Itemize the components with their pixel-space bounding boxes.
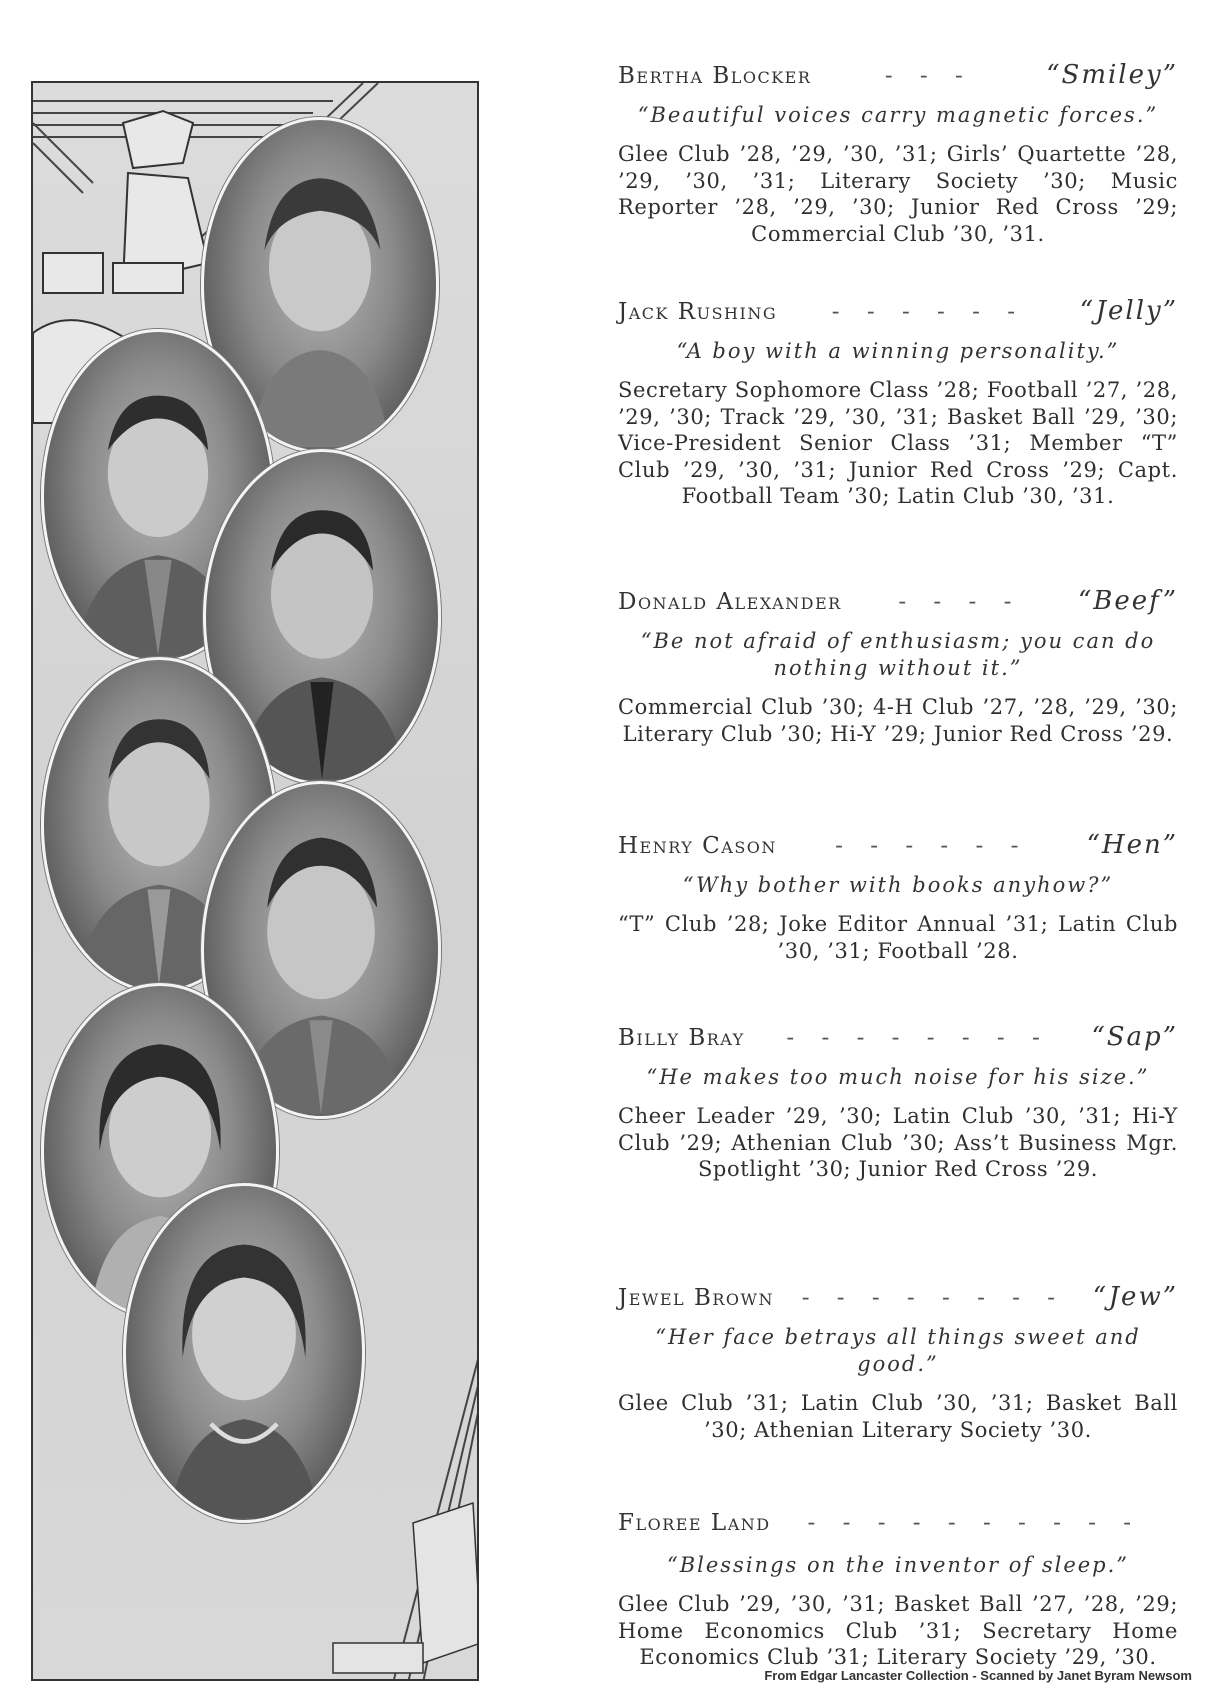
name-line [618, 1510, 1178, 1544]
activities: Cheer Leader ’29, ’30; Latin Club ’30, ’31; Hi-Y Club ’29; Athenian Club ’30; Ass’t Business Mgr. Spotlight ’30; Junior Red Cross ’29. [618, 1104, 1178, 1181]
name-line [618, 1282, 1178, 1316]
photo-panel [31, 81, 479, 1681]
nickname: “Smiley” [1046, 60, 1178, 90]
dash-leader: - - - - - - [831, 299, 1025, 325]
nickname: “Beef” [1077, 586, 1178, 616]
activities: Secretary Sophomore Class ’28; Football ’27, ’28, ’29, ’30; Track ’29, ’30, ’31; Basket Ball ’29, ’30; Vice-President Senior Class ’31; Member “T” Club ’29, ’30, ’31; Junior Red Cross ’29; Capt. Football Team ’30; Latin Club ’30, ’31. [618, 378, 1178, 508]
nickname: “Jew” [1092, 1282, 1178, 1312]
name-line [618, 830, 1178, 864]
nickname: “Hen” [1086, 830, 1178, 860]
activities: Commercial Club ’30; 4-H Club ’27, ’28, ’29, ’30; Literary Club ’30; Hi-Y ’29; Junior Red Cross ’29. [618, 695, 1178, 746]
portrait-floree-land [123, 1183, 365, 1523]
entry-jack-rushing [618, 296, 1178, 510]
nickname: “Jelly” [1079, 296, 1178, 326]
dash-leader: - - - - - - - - [801, 1285, 1066, 1311]
motto: “Be not afraid of enthusiasm; you can do nothing without it.” [640, 629, 1156, 680]
student-name: Billy Bray [618, 1025, 745, 1051]
motto: “A boy with a winning personality.” [676, 339, 1120, 363]
motto: “Blessings on the inventor of sleep.” [666, 1553, 1130, 1577]
activities: Glee Club ’29, ’30, ’31; Basket Ball ’27, ’28, ’29; Home Economics Club ’31; Secretary Home Economics Club ’31; Literary Society ’29, ’30. [618, 1592, 1178, 1669]
name-line [618, 60, 1178, 94]
nickname: “Sap” [1091, 1022, 1178, 1052]
dash-leader: - - - - [898, 589, 1022, 615]
entry-jewel-brown [618, 1282, 1178, 1443]
student-name: Henry Cason [618, 833, 777, 859]
entry-donald-alexander [618, 586, 1178, 747]
dash-leader: - - - - - - [835, 833, 1029, 859]
scan-credit: From Edgar Lancaster Collection - Scanned by Janet Byram Newsom [764, 1668, 1192, 1683]
name-line [618, 296, 1178, 330]
name-line [618, 1022, 1178, 1056]
female-portrait-icon [126, 1186, 362, 1520]
entry-bertha-blocker [618, 60, 1178, 247]
activities: Glee Club ’31; Latin Club ’30, ’31; Basket Ball ’30; Athenian Literary Society ’30. [618, 1391, 1178, 1442]
activities: “T” Club ’28; Joke Editor Annual ’31; Latin Club ’30, ’31; Football ’28. [618, 912, 1178, 963]
activities: Glee Club ’28, ’29, ’30, ’31; Girls’ Quartette ’28, ’29, ’30, ’31; Literary Society ’30; Music Reporter ’28, ’29, ’30; Junior Red Cross ’29; Commercial Club ’30, ’31. [618, 142, 1178, 246]
motto: “Why bother with books anyhow?” [682, 873, 1114, 897]
name-line [618, 586, 1178, 620]
dash-leader: - - - [884, 63, 973, 89]
student-name: Jewel Brown [618, 1285, 774, 1311]
student-name: Bertha Blocker [618, 63, 812, 89]
motto: “He makes too much noise for his size.” [646, 1065, 1150, 1089]
student-name: Jack Rushing [618, 299, 778, 325]
student-name: Floree Land [618, 1510, 771, 1536]
entry-billy-bray [618, 1022, 1178, 1183]
student-name: Donald Alexander [618, 589, 842, 615]
entry-henry-cason [618, 830, 1178, 964]
entry-floree-land [618, 1510, 1178, 1671]
motto: “Her face betrays all things sweet and good.” [655, 1325, 1141, 1376]
motto: “Beautiful voices carry magnetic forces.” [637, 103, 1159, 127]
dash-leader: - - - - - - - - [786, 1025, 1050, 1051]
dash-leader: - - - - - - - - - - [807, 1510, 1142, 1536]
